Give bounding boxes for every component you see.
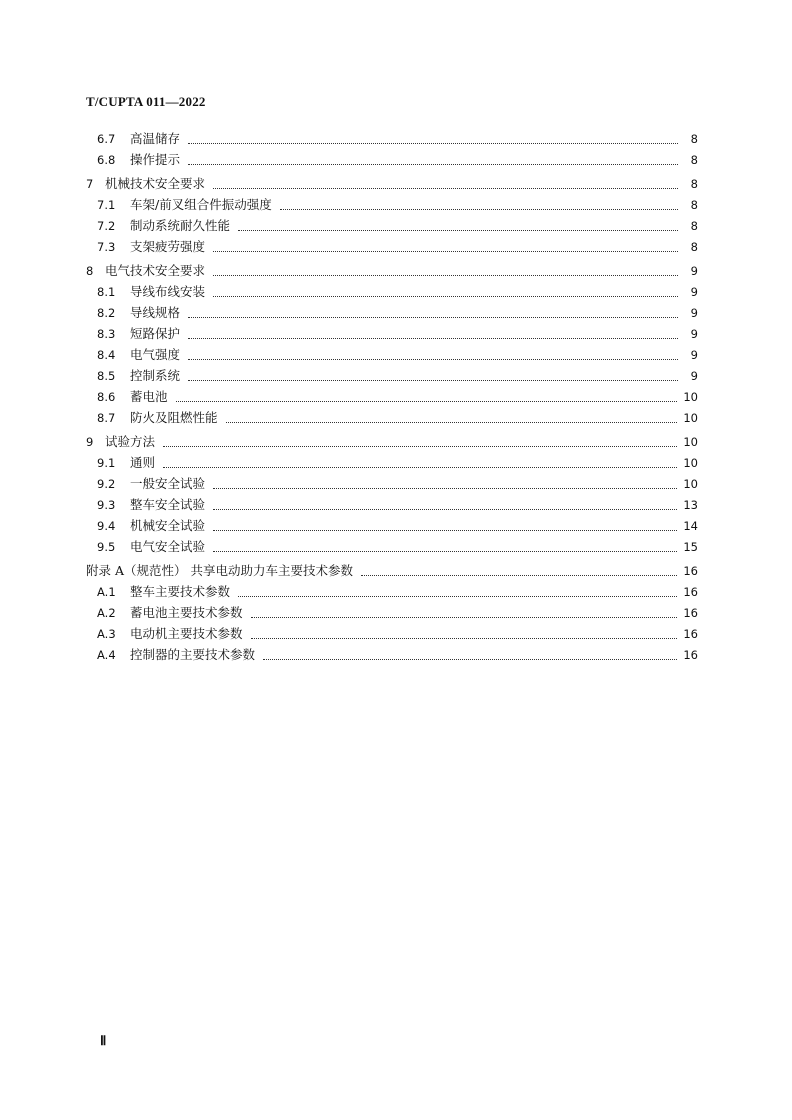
toc-entry-page: 9 — [690, 264, 698, 278]
toc-entry-number: A.4 — [97, 648, 116, 662]
toc-entry[interactable] — [86, 128, 698, 149]
toc-entry-number: 7.1 — [97, 198, 116, 212]
toc-dot-leader — [188, 143, 678, 144]
toc-entry-title: 电气技术安全要求 — [105, 263, 206, 278]
toc-entry-title: 短路保护 — [130, 326, 181, 341]
toc-entry-number: 8.3 — [97, 327, 116, 341]
toc-entry-page: 9 — [690, 327, 698, 341]
toc-dot-leader — [176, 401, 678, 402]
toc-entry-page: 16 — [683, 627, 698, 641]
toc-dot-leader — [188, 359, 678, 360]
toc-entry-page: 16 — [683, 606, 698, 620]
toc-entry-number: 8.6 — [97, 390, 116, 404]
toc-entry-title: 制动系统耐久性能 — [130, 218, 231, 233]
toc-dot-leader — [188, 164, 678, 165]
toc-entry-page: 8 — [690, 132, 698, 146]
toc-entry-number: 9.2 — [97, 477, 116, 491]
toc-entry-number: 7.3 — [97, 240, 116, 254]
toc-entry-page: 8 — [690, 177, 698, 191]
toc-entry-page: 9 — [690, 285, 698, 299]
toc-entry-title: 附录 A（规范性） 共享电动助力车主要技术参数 — [86, 563, 353, 578]
toc-dot-leader — [213, 551, 677, 552]
toc-entry-number: A.3 — [97, 627, 116, 641]
toc-entry-number: 8 — [86, 264, 94, 278]
toc-entry[interactable] — [86, 494, 698, 515]
document-id-header: T/CUPTA 011—2022 — [86, 94, 206, 109]
toc-entry[interactable] — [86, 560, 698, 581]
toc-entry-title: 高温储存 — [130, 131, 181, 146]
toc-entry[interactable] — [86, 260, 698, 281]
toc-entry[interactable] — [86, 602, 698, 623]
toc-entry-title: 一般安全试验 — [130, 476, 206, 491]
toc-entry-number: A.1 — [97, 585, 116, 599]
table-of-contents — [86, 128, 698, 665]
toc-entry-page: 15 — [683, 540, 698, 554]
toc-entry[interactable] — [86, 236, 698, 257]
toc-entry-page: 10 — [683, 456, 698, 470]
toc-entry[interactable] — [86, 473, 698, 494]
toc-entry[interactable] — [86, 581, 698, 602]
toc-entry[interactable] — [86, 215, 698, 236]
toc-entry-title: 支架疲劳强度 — [130, 239, 206, 254]
toc-entry[interactable] — [86, 407, 698, 428]
toc-entry-title: 电气强度 — [130, 347, 181, 362]
toc-dot-leader — [263, 659, 677, 660]
toc-entry[interactable] — [86, 431, 698, 452]
toc-entry-title: 控制器的主要技术参数 — [130, 647, 256, 662]
toc-entry-page: 9 — [690, 348, 698, 362]
toc-dot-leader — [188, 317, 678, 318]
toc-entry-title: 试验方法 — [105, 434, 156, 449]
toc-entry-title: 导线布线安装 — [130, 284, 206, 299]
toc-entry[interactable] — [86, 344, 698, 365]
toc-dot-leader — [213, 509, 677, 510]
toc-entry[interactable] — [86, 386, 698, 407]
toc-entry[interactable] — [86, 281, 698, 302]
toc-entry-title: 蓄电池 — [130, 389, 168, 404]
toc-entry-page: 16 — [683, 648, 698, 662]
toc-entry-page: 10 — [683, 390, 698, 404]
toc-dot-leader — [251, 617, 678, 618]
toc-entry-number: 9 — [86, 435, 94, 449]
toc-entry-page: 8 — [690, 219, 698, 233]
toc-entry-title: 机械安全试验 — [130, 518, 206, 533]
toc-entry[interactable] — [86, 536, 698, 557]
toc-dot-leader — [188, 380, 678, 381]
toc-entry-number: 8.7 — [97, 411, 116, 425]
toc-entry-page: 14 — [683, 519, 698, 533]
toc-entry-page: 10 — [683, 477, 698, 491]
toc-entry-number: 8.2 — [97, 306, 116, 320]
toc-entry-page: 16 — [683, 585, 698, 599]
toc-entry-title: 整车安全试验 — [130, 497, 206, 512]
toc-entry[interactable] — [86, 365, 698, 386]
toc-entry-page: 9 — [690, 306, 698, 320]
toc-entry-page: 16 — [683, 564, 698, 578]
toc-entry[interactable] — [86, 302, 698, 323]
toc-dot-leader — [238, 230, 678, 231]
toc-entry-number: 9.4 — [97, 519, 116, 533]
page-number-footer: Ⅱ — [100, 1033, 107, 1048]
toc-entry-title: 蓄电池主要技术参数 — [130, 605, 243, 620]
toc-entry[interactable] — [86, 623, 698, 644]
toc-dot-leader — [213, 251, 678, 252]
toc-entry-title: 电气安全试验 — [130, 539, 206, 554]
toc-dot-leader — [226, 422, 678, 423]
toc-dot-leader — [238, 596, 677, 597]
toc-entry-page: 13 — [683, 498, 698, 512]
toc-entry-number: 6.8 — [97, 153, 116, 167]
toc-dot-leader — [361, 575, 677, 576]
toc-entry[interactable] — [86, 149, 698, 170]
toc-entry-number: A.2 — [97, 606, 116, 620]
toc-entry-number: 7.2 — [97, 219, 116, 233]
toc-dot-leader — [213, 530, 677, 531]
toc-entry-number: 9.1 — [97, 456, 116, 470]
toc-entry[interactable] — [86, 644, 698, 665]
toc-entry-page: 10 — [683, 411, 698, 425]
toc-entry[interactable] — [86, 452, 698, 473]
toc-entry-title: 机械技术安全要求 — [105, 176, 206, 191]
toc-entry-number: 8.5 — [97, 369, 116, 383]
toc-entry-number: 7 — [86, 177, 94, 191]
toc-entry-page: 9 — [690, 369, 698, 383]
toc-dot-leader — [213, 488, 677, 489]
toc-entry-page: 8 — [690, 240, 698, 254]
toc-entry-title: 操作提示 — [130, 152, 181, 167]
toc-dot-leader — [213, 296, 678, 297]
toc-entry-number: 8.1 — [97, 285, 116, 299]
toc-entry-number: 8.4 — [97, 348, 116, 362]
toc-entry[interactable] — [86, 515, 698, 536]
toc-dot-leader — [188, 338, 678, 339]
toc-entry-page: 8 — [690, 198, 698, 212]
toc-dot-leader — [163, 467, 677, 468]
toc-entry-page: 10 — [683, 435, 698, 449]
toc-entry-number: 9.5 — [97, 540, 116, 554]
toc-entry[interactable] — [86, 323, 698, 344]
toc-entry-title: 整车主要技术参数 — [130, 584, 231, 599]
toc-entry-number: 6.7 — [97, 132, 116, 146]
toc-entry-number: 9.3 — [97, 498, 116, 512]
toc-dot-leader — [280, 209, 678, 210]
toc-entry-title: 控制系统 — [130, 368, 181, 383]
toc-dot-leader — [213, 275, 678, 276]
toc-entry-page: 8 — [690, 153, 698, 167]
toc-entry-title: 防火及阻燃性能 — [130, 410, 218, 425]
toc-dot-leader — [163, 446, 677, 447]
toc-dot-leader — [213, 188, 678, 189]
toc-entry-title: 导线规格 — [130, 305, 181, 320]
toc-entry[interactable] — [86, 194, 698, 215]
toc-entry-title: 通则 — [130, 455, 156, 470]
toc-entry-title: 电动机主要技术参数 — [130, 626, 243, 641]
toc-dot-leader — [251, 638, 678, 639]
toc-entry[interactable] — [86, 173, 698, 194]
toc-entry-title: 车架/前叉组合件振动强度 — [130, 197, 272, 212]
